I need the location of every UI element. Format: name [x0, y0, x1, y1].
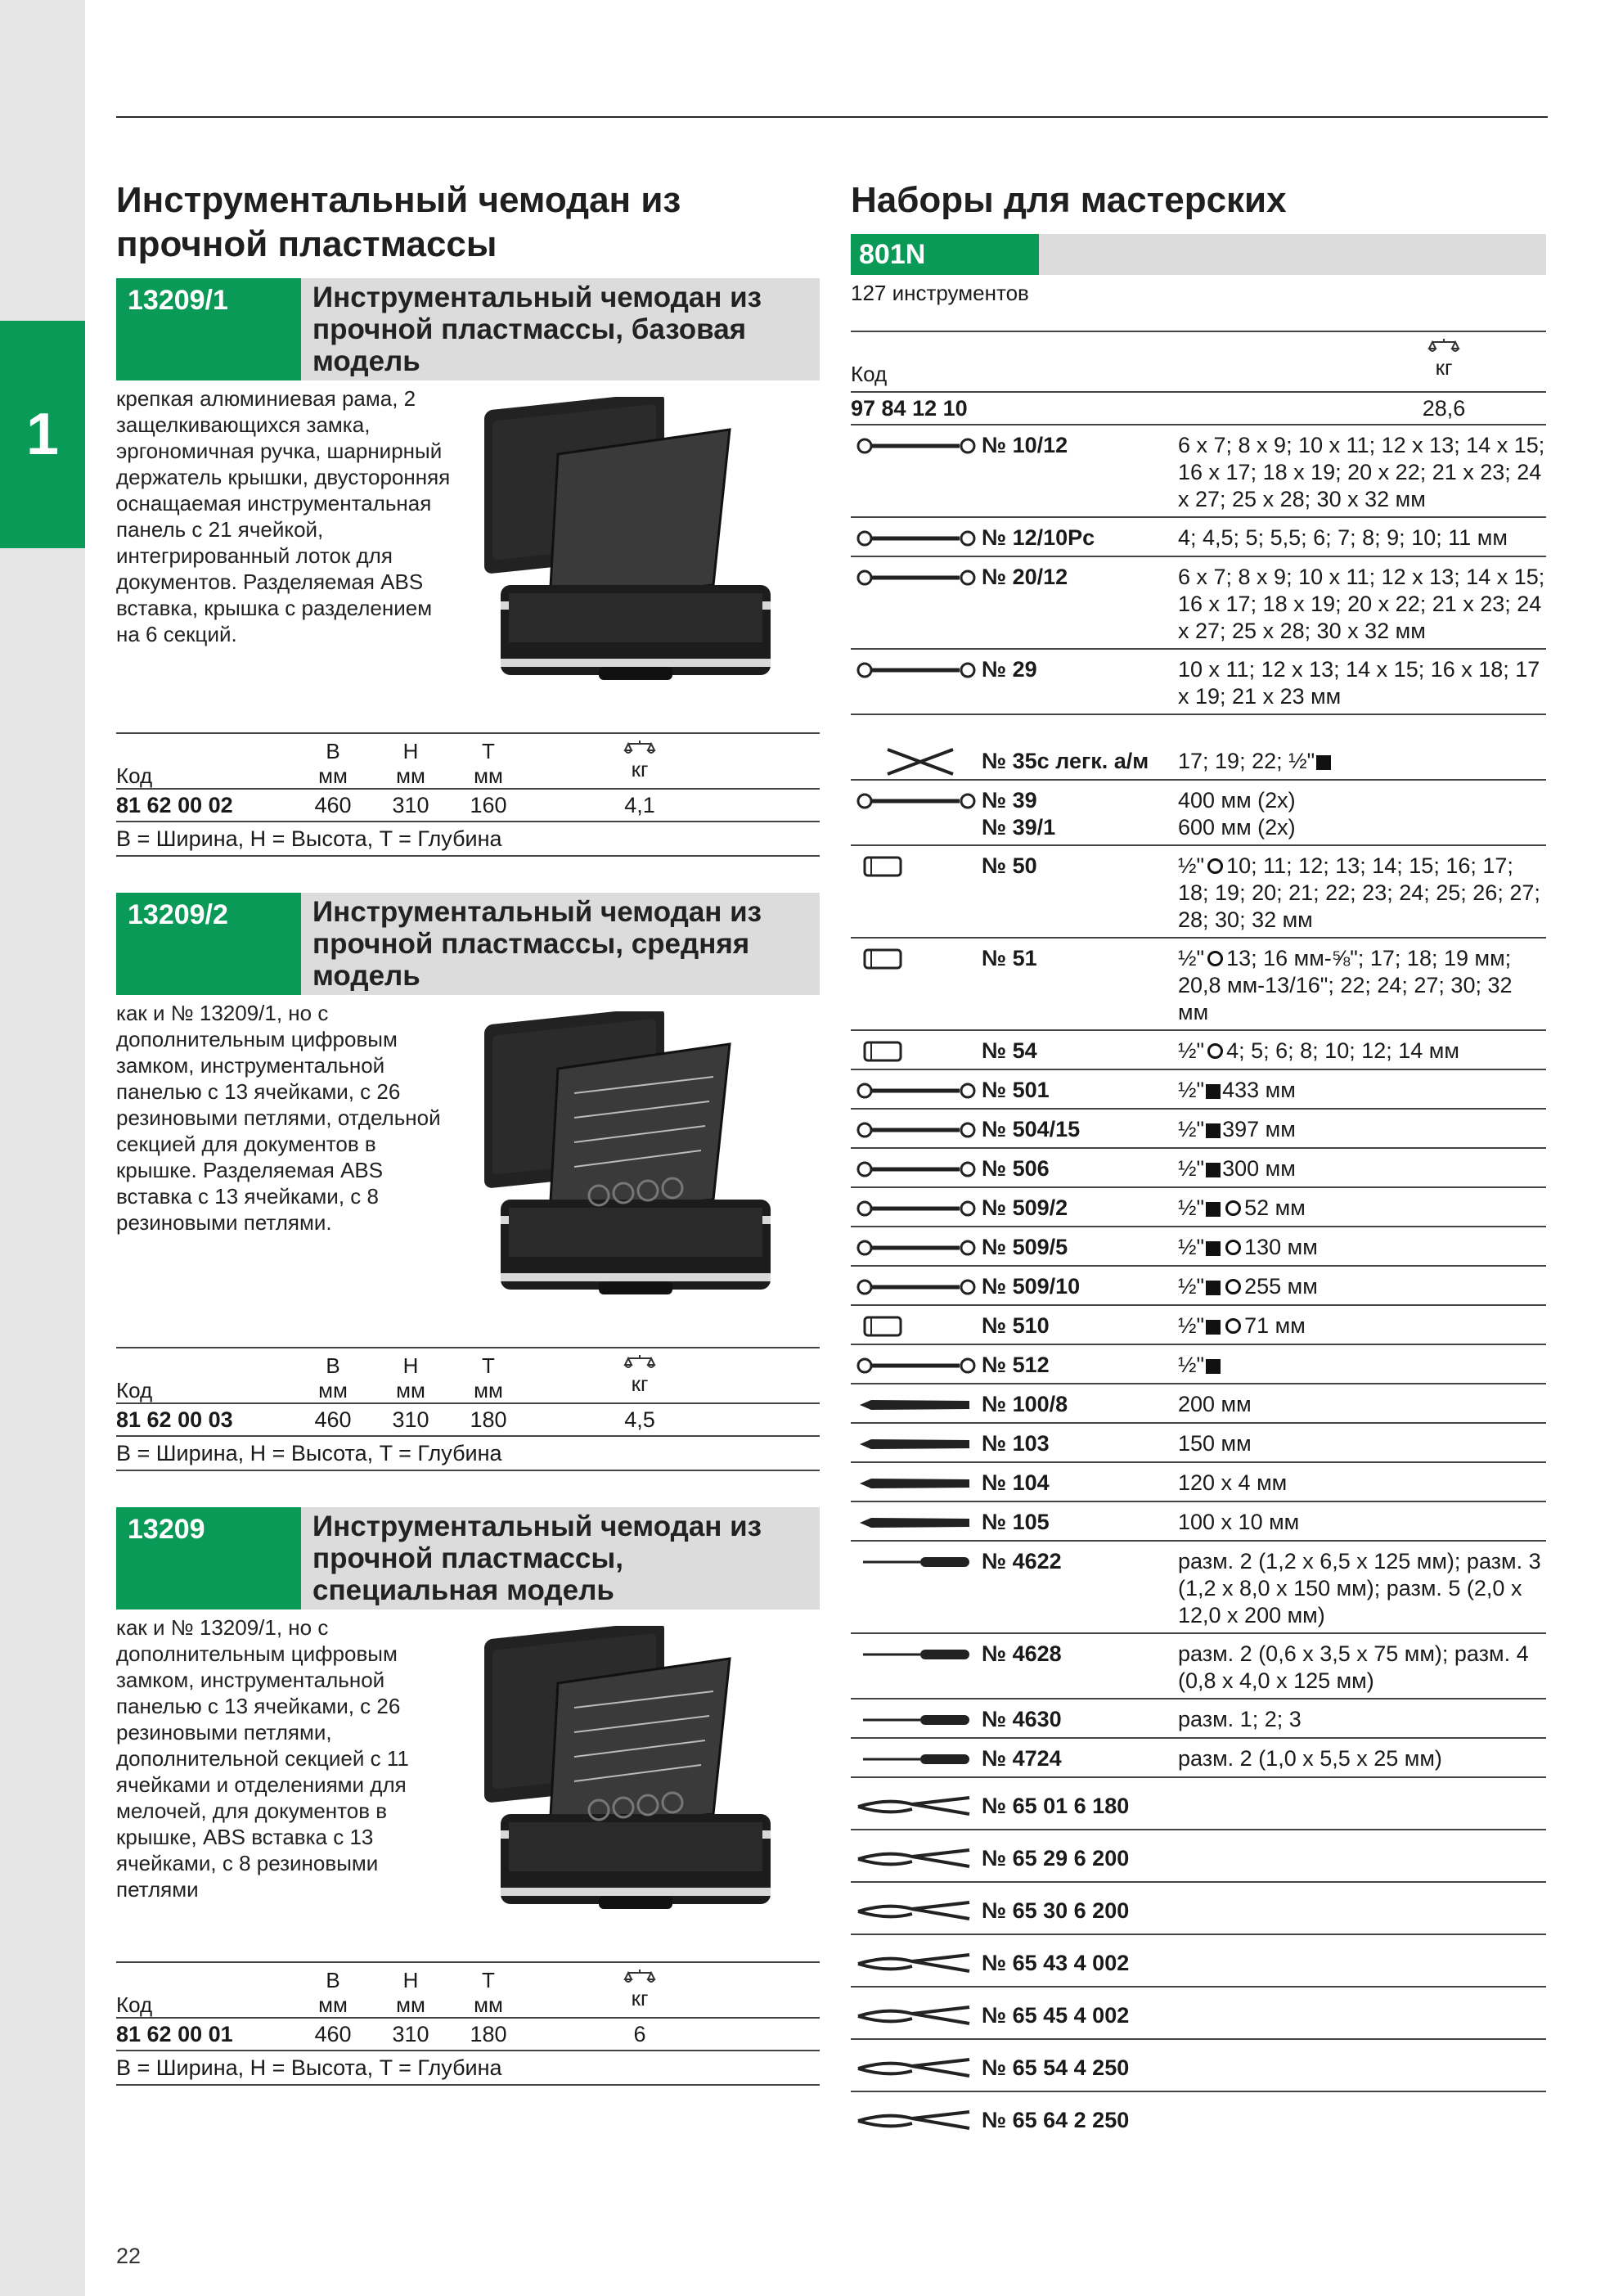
tool-spec [1178, 1155, 1546, 1183]
tool-row [851, 1776, 1546, 1829]
tool-number: № 104 [982, 1470, 1050, 1495]
tool-row [851, 1069, 1546, 1108]
width-header: B мм [318, 1968, 348, 2017]
ring-wrench-icon [851, 564, 982, 592]
tool-spec-text: 52 мм [1244, 1195, 1306, 1220]
tool-number: № 4630 [982, 1707, 1062, 1731]
spec-row [116, 788, 820, 821]
depth-value: 160 [470, 793, 507, 817]
spec-table [116, 1347, 820, 1471]
ring-icon [1225, 1200, 1241, 1216]
tool-spec-text: 100 x 10 мм [1178, 1510, 1300, 1534]
set-code: 801N [851, 234, 1039, 275]
tool-spec [1178, 656, 1546, 710]
tool-spec [1178, 524, 1546, 552]
tool-row [851, 1383, 1546, 1422]
square-drive-icon [1206, 1202, 1221, 1217]
left-column [116, 164, 820, 2086]
ratchet-wrench-icon [851, 524, 982, 552]
tool-spec [1178, 1706, 1546, 1734]
tool-spec [1178, 1470, 1546, 1497]
tool-row [851, 1737, 1546, 1776]
tool-spec-text: 400 мм (2x) 600 мм (2x) [1178, 788, 1296, 840]
tool-spec-text: 150 мм [1178, 1431, 1252, 1456]
tool-spec [1178, 945, 1546, 1026]
tool-row [851, 1265, 1546, 1304]
section-title-sets: Наборы для мастерских [851, 180, 1287, 220]
kod-label: Код [116, 1992, 153, 2017]
width-value: 460 [314, 1407, 352, 1432]
tool-number: № 65 45 4 002 [982, 2003, 1130, 2028]
height-value: 310 [392, 2022, 429, 2046]
kod-label: Код [851, 362, 888, 386]
product-header [116, 1507, 820, 1609]
spec-row [116, 2017, 820, 2050]
square-drive-icon [1206, 1084, 1221, 1099]
tool-spec-text: разм. 2 (1,0 x 5,5 x 25 мм) [1178, 1746, 1442, 1771]
hinged-handle-icon [851, 1155, 982, 1183]
drive-size: ½" [1288, 749, 1315, 773]
scale-icon [1427, 337, 1460, 355]
product-code: 13209/2 [116, 893, 301, 995]
tool-spec [1178, 1845, 1546, 1873]
socket-adapter-icon [851, 1038, 982, 1065]
deep-socket-icon [851, 945, 982, 973]
tool-number: № 501 [982, 1078, 1050, 1102]
square-drive-icon [1206, 1281, 1221, 1295]
tool-number: № 65 30 6 200 [982, 1898, 1130, 1923]
kod-label: Код [116, 763, 153, 788]
set-header [851, 234, 1546, 275]
drive-size: ½" [1178, 1313, 1205, 1338]
spec-header [116, 1348, 820, 1402]
product-code: 13209 [116, 1507, 301, 1609]
tool-spec [1178, 1352, 1546, 1380]
weight-header: кг [533, 1968, 746, 2017]
tool-number: № 29 [982, 657, 1037, 682]
drive-size: ½" [1178, 1274, 1205, 1299]
tool-case-image [460, 1011, 803, 1322]
tool-spec [1178, 1234, 1546, 1262]
section-title-cases: Инструментальный чемодан из прочной пластмассы [116, 180, 681, 264]
product-body [116, 380, 820, 732]
tool-row [851, 1422, 1546, 1461]
tool-row [851, 1540, 1546, 1632]
kod-label: Код [116, 1378, 153, 1402]
width-header: B мм [318, 1353, 348, 1402]
tool-number: № 50 [982, 853, 1037, 878]
spec-table [116, 732, 820, 857]
tool-spec [1178, 1430, 1546, 1458]
tool-number: № 4628 [982, 1641, 1062, 1666]
right-column [851, 164, 1546, 2143]
screwdriver-small-icon [851, 1641, 982, 1668]
bent-nose-pliers-icon [851, 1898, 982, 1925]
sliding-tbar-icon [851, 1116, 982, 1144]
tool-spec [1178, 1950, 1546, 1978]
product-code: 13209/1 [116, 278, 301, 380]
tool-spec [1178, 787, 1546, 841]
tool-spec [1178, 1195, 1546, 1222]
drive-size: ½" [1178, 1038, 1205, 1063]
product-header [116, 893, 820, 995]
tool-number: № 65 01 6 180 [982, 1794, 1130, 1818]
tool-spec [1178, 432, 1546, 513]
tool-number: № 509/2 [982, 1195, 1068, 1220]
tool-row [851, 1934, 1546, 1986]
drive-size: ½" [1178, 1235, 1205, 1259]
drive-size: ½" [1178, 946, 1205, 970]
tool-row [851, 1186, 1546, 1226]
top-rule [116, 116, 1548, 118]
tool-row [851, 1986, 1546, 2038]
square-drive-icon [1206, 1123, 1221, 1138]
height-header: H мм [396, 1353, 425, 1402]
square-drive-icon [1316, 755, 1331, 770]
tool-row [851, 648, 1546, 714]
socket-icon [851, 853, 982, 880]
screwdriver-icon [851, 1548, 982, 1576]
tool-spec [1178, 1793, 1546, 1821]
weight-value: 4,1 [624, 793, 655, 817]
tool-row [851, 1304, 1546, 1344]
tool-number: № 4622 [982, 1549, 1062, 1573]
tool-spec-text: 13; 16 мм-⅝"; 17; 18; 19 мм; 20,8 мм-13/16"; 22; 24; 27; 30; 32 мм [1178, 946, 1513, 1024]
tool-spec [1178, 1745, 1546, 1773]
kg-label: кг [1435, 355, 1453, 380]
tool-row [851, 516, 1546, 556]
square-drive-icon [1206, 1163, 1221, 1177]
tool-row [851, 1881, 1546, 1934]
depth-value: 180 [470, 1407, 507, 1432]
tool-spec [1178, 1116, 1546, 1144]
tool-number: № 65 54 4 250 [982, 2055, 1130, 2080]
tool-number: № 39 № 39/1 [982, 788, 1056, 840]
set-table [851, 331, 1546, 2143]
circlip-pliers-icon [851, 2002, 982, 2030]
ring-icon [1225, 1279, 1241, 1294]
square-drive-icon [1206, 1241, 1221, 1256]
spec-header [116, 1963, 820, 2017]
product-block [116, 278, 820, 857]
tool-spec-text: разм. 2 (0,6 x 3,5 x 75 мм); разм. 4 (0,8 x 4,0 x 125 мм) [1178, 1641, 1529, 1693]
tool-number: № 506 [982, 1156, 1050, 1181]
set-weight: 28,6 [1422, 396, 1466, 421]
tool-number: № 100/8 [982, 1392, 1068, 1416]
ring-icon [1207, 1043, 1223, 1059]
width-value: 460 [314, 793, 352, 817]
tool-row [851, 1108, 1546, 1147]
tool-row [851, 1632, 1546, 1698]
drive-size: ½" [1178, 1195, 1205, 1220]
tool-spec [1178, 1077, 1546, 1105]
speed-brace-icon [851, 1077, 982, 1105]
height-header: H мм [396, 739, 425, 788]
depth-header: T мм [474, 1968, 503, 2017]
dimension-note: B = Ширина, H = Высота, T = Глубина [116, 821, 820, 857]
phillips-screwdriver-icon [851, 1706, 982, 1734]
tool-spec-text: 200 мм [1178, 1392, 1252, 1416]
ring-icon [1207, 951, 1223, 966]
tool-spec [1178, 1312, 1546, 1340]
tool-row [851, 844, 1546, 937]
side-cutter-icon [851, 1950, 982, 1978]
tool-number: № 20/12 [982, 565, 1068, 589]
tool-spec-text: 17; 19; 22; [1178, 749, 1289, 773]
height-value: 310 [392, 793, 429, 817]
tool-spec [1178, 2055, 1546, 2082]
tool-spec [1178, 853, 1546, 934]
tool-spec [1178, 1641, 1546, 1695]
weight-value: 6 [633, 2022, 646, 2046]
combination-wrench-icon [851, 432, 982, 460]
tool-spec-text: разм. 1; 2; 3 [1178, 1707, 1302, 1731]
tool-number: № 103 [982, 1431, 1050, 1456]
tool-row [851, 714, 1546, 779]
spec-header [116, 734, 820, 788]
tool-spec-text: 397 мм [1222, 1117, 1296, 1141]
tool-row [851, 779, 1546, 844]
tommy-bar-icon [851, 787, 982, 815]
height-value: 310 [392, 1407, 429, 1432]
tool-number: № 65 29 6 200 [982, 1846, 1130, 1871]
weight-header: кг [533, 1353, 746, 1402]
product-description: как и № 13209/1, но с дополнительным цифровым замком, инструментальной панелью с 13 ячейками, с 26 резиновыми петлями, дополнительной секцией с 11 ячейками и отделениями для мелочей, для документов в крышке, ABS вставка с 13 ячейками, с 8 резиновыми петлями [116, 1615, 409, 1902]
tool-spec [1178, 1509, 1546, 1537]
tool-number: № 509/10 [982, 1274, 1081, 1299]
square-drive-icon [1206, 1359, 1221, 1374]
tool-number: № 510 [982, 1313, 1050, 1338]
tool-spec [1178, 1038, 1546, 1065]
tool-spec-text: 10 x 11; 12 x 13; 14 x 15; 16 x 18; 17 x 19; 21 x 23 мм [1178, 657, 1540, 709]
height-header: H мм [396, 1968, 425, 2017]
tool-row [851, 937, 1546, 1029]
tool-number: № 10/12 [982, 433, 1068, 457]
tool-row [851, 1829, 1546, 1881]
drive-size: ½" [1178, 1117, 1205, 1141]
tool-row [851, 1698, 1546, 1737]
tool-spec-text: 6 x 7; 8 x 9; 10 x 11; 12 x 13; 14 x 15; 16 x 17; 18 x 19; 20 x 22; 21 x 23; 24 x 27; 25 x 28; 30 x 32 мм [1178, 433, 1545, 511]
tool-spec-text: 433 мм [1222, 1078, 1296, 1102]
scale-icon [623, 739, 656, 757]
chapter-tab: 1 [0, 321, 85, 548]
combination-pliers-icon [851, 1793, 982, 1821]
tool-number: № 4724 [982, 1746, 1062, 1771]
tool-number: № 105 [982, 1510, 1050, 1534]
spec-row [116, 1402, 820, 1435]
width-header: B мм [318, 739, 348, 788]
set-order-code: 97 84 12 10 [851, 396, 968, 421]
locking-pliers-icon [851, 2107, 982, 2135]
set-table-header [851, 332, 1546, 391]
tool-spec-text: 255 мм [1244, 1274, 1318, 1299]
product-body [116, 995, 820, 1347]
tool-spec-text: 130 мм [1244, 1235, 1318, 1259]
water-pump-pliers-icon [851, 2055, 982, 2082]
tool-row [851, 1344, 1546, 1383]
tool-spec-text: 6 x 7; 8 x 9; 10 x 11; 12 x 13; 14 x 15; 16 x 17; 18 x 19; 20 x 22; 21 x 23; 24 x 27; 25 x 28; 30 x 32 мм [1178, 565, 1545, 643]
tool-spec [1178, 1548, 1546, 1629]
product-header [116, 278, 820, 380]
tool-spec [1178, 1273, 1546, 1301]
tool-row [851, 556, 1546, 648]
tool-number: № 51 [982, 946, 1037, 970]
tool-spec-text: 4; 5; 6; 8; 10; 12; 14 мм [1226, 1038, 1459, 1063]
tool-spec [1178, 564, 1546, 645]
drive-size: ½" [1178, 1078, 1205, 1102]
drive-size: ½" [1178, 853, 1205, 878]
tool-spec [1178, 1391, 1546, 1419]
order-code: 81 62 00 03 [116, 1407, 233, 1432]
stubby-screwdriver-icon [851, 1745, 982, 1773]
ring-icon [1207, 858, 1223, 874]
cross-cut-chisel-icon [851, 1430, 982, 1458]
depth-value: 180 [470, 2022, 507, 2046]
tool-spec [1178, 1898, 1546, 1925]
tool-spec [1178, 748, 1546, 776]
product-body [116, 1609, 820, 1961]
depth-header: T мм [474, 1353, 503, 1402]
tool-spec [1178, 2107, 1546, 2135]
tool-spec-text: 4; 4,5; 5; 5,5; 6; 7; 8; 9; 10; 11 мм [1178, 525, 1508, 550]
tool-spec-text: разм. 2 (1,2 x 6,5 x 125 мм); разм. 3 (1,2 x 8,0 x 150 мм); разм. 5 (2,0 x 12,0 x 200 мм) [1178, 1549, 1541, 1627]
depth-header: T мм [474, 739, 503, 788]
extension-long-icon [851, 1273, 982, 1301]
long-nose-pliers-icon [851, 1845, 982, 1873]
tool-row [851, 2038, 1546, 2091]
weight-value: 4,5 [624, 1407, 655, 1432]
order-code: 81 62 00 02 [116, 793, 233, 817]
product-name: Инструментальный чемодан из прочной пластмассы, специальная модель [312, 1510, 762, 1606]
product-block [116, 893, 820, 1471]
scale-icon [623, 1353, 656, 1371]
width-value: 460 [314, 2022, 352, 2046]
tool-spec [1178, 2002, 1546, 2030]
drive-size: ½" [1178, 1353, 1205, 1377]
drive-size: ½" [1178, 1156, 1205, 1181]
tool-number: № 65 64 2 250 [982, 2108, 1130, 2132]
ring-icon [1225, 1318, 1241, 1334]
tool-spec-text: 300 мм [1222, 1156, 1296, 1181]
ratchet-icon [851, 1352, 982, 1380]
chisel-icon [851, 1391, 982, 1419]
offset-ring-wrench-icon [851, 656, 982, 684]
center-punch-icon [851, 1509, 982, 1537]
dimension-note: B = Ширина, H = Высота, T = Глубина [116, 1435, 820, 1471]
tool-row [851, 1461, 1546, 1501]
extension-medium-icon [851, 1234, 982, 1262]
scale-icon [623, 1968, 656, 1986]
set-order-row [851, 391, 1546, 424]
weight-header [1342, 332, 1546, 391]
order-code: 81 62 00 01 [116, 2022, 233, 2046]
page-number: 22 [116, 2244, 142, 2268]
tool-number: № 35с легк. а/м [982, 749, 1149, 773]
tool-number: № 504/15 [982, 1117, 1081, 1141]
tool-row [851, 2091, 1546, 2143]
pin-punch-icon [851, 1470, 982, 1497]
tool-row [851, 1226, 1546, 1265]
tool-row [851, 1501, 1546, 1540]
tool-case-image [460, 1626, 803, 1937]
tool-row [851, 1029, 1546, 1069]
ring-icon [1225, 1240, 1241, 1255]
product-description: крепкая алюминиевая рама, 2 защелкивающихся замка, эргономичная ручка, шарнирный держатель крышки, двусторонняя оснащаемая инструментальная панель с 21 ячейкой, интегрированный лоток для документов. Разделяемая ABS вставка, крышка с разделением на 6 секций. [116, 386, 451, 646]
tool-row [851, 424, 1546, 516]
tool-number: № 12/10Pc [982, 525, 1095, 550]
weight-header: кг [533, 739, 746, 788]
dimension-note: B = Ширина, H = Высота, T = Глубина [116, 2050, 820, 2086]
square-drive-icon [1206, 1320, 1221, 1335]
tool-number: № 512 [982, 1353, 1050, 1377]
tool-row [851, 1147, 1546, 1186]
tool-spec-text: 120 x 4 мм [1178, 1470, 1288, 1495]
tool-number: № 65 43 4 002 [982, 1951, 1130, 1975]
tool-number: № 509/5 [982, 1235, 1068, 1259]
tool-spec-text: 71 мм [1244, 1313, 1306, 1338]
extension-short-icon [851, 1195, 982, 1222]
spec-table [116, 1961, 820, 2086]
universal-joint-icon [851, 1312, 982, 1340]
cross-wrench-icon [851, 748, 982, 776]
product-name: Инструментальный чемодан из прочной пластмассы, средняя модель [312, 896, 762, 992]
product-block [116, 1507, 820, 2086]
tool-case-image [460, 397, 803, 708]
tool-spec-text: 10; 11; 12; 13; 14; 15; 16; 17; 18; 19; 20; 21; 22; 23; 24; 25; 26; 27; 28; 30; 32 мм [1178, 853, 1540, 932]
tool-number: № 54 [982, 1038, 1037, 1063]
product-description: как и № 13209/1, но с дополнительным цифровым замком, инструментальной панелью с 13 ячейками, с 26 резиновыми петлями, отдельной секцией для документов в крышке. Разделяемая ABS вставка с 13 ячейками, с 8 резиновыми петлями. [116, 1001, 441, 1235]
product-name: Инструментальный чемодан из прочной пластмассы, базовая модель [312, 281, 762, 377]
set-count: 127 инструментов [851, 281, 1029, 305]
